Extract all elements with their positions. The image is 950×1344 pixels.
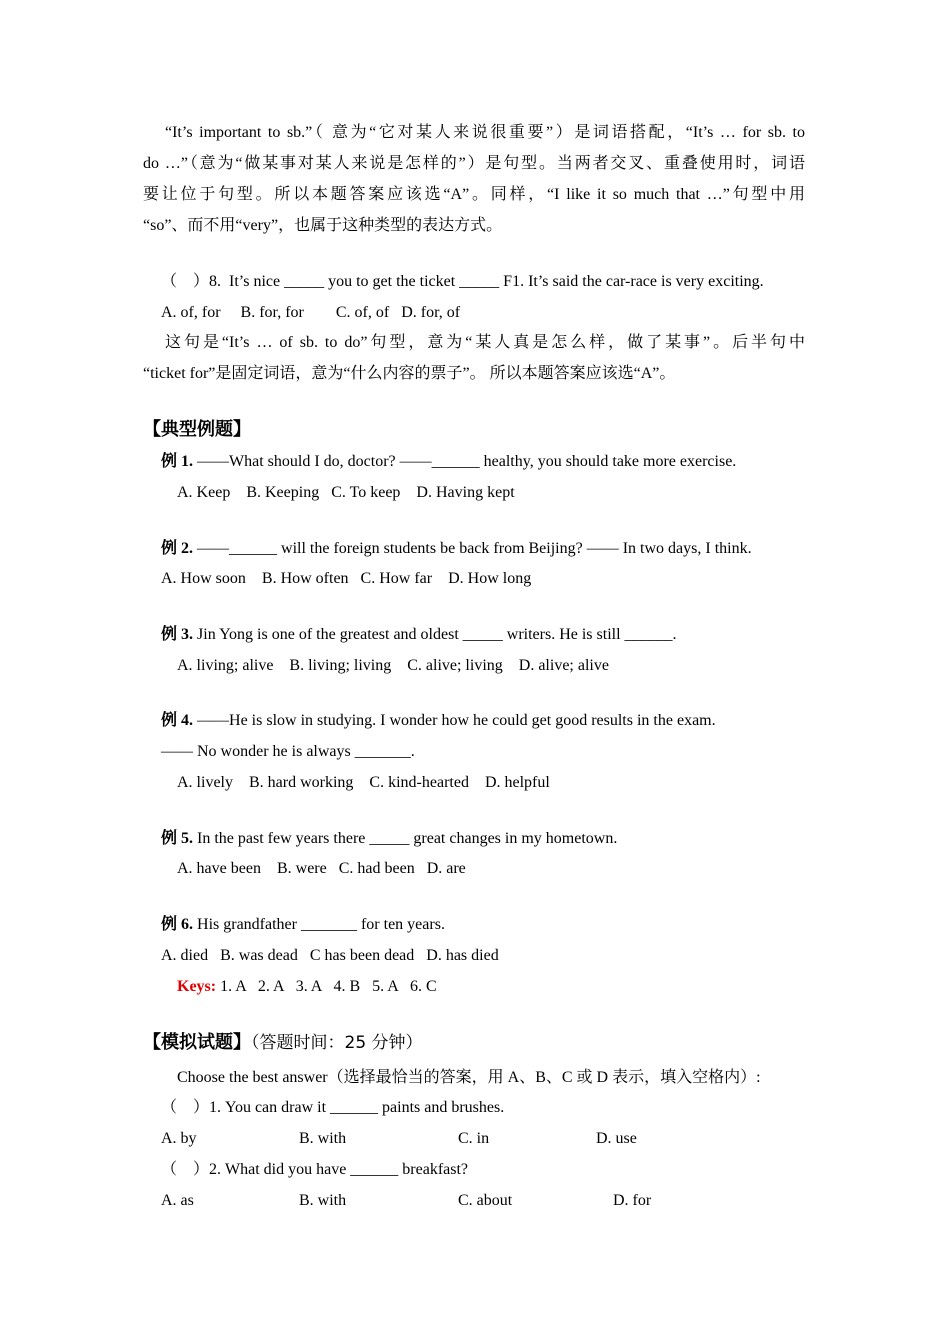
example-6 [161,915,445,935]
keys-label: Keys: [177,978,217,995]
example-stem: ——______ will the foreign students be back from Beijing? —— In two days, I think. [197,540,752,557]
mock-option: D. use [596,1130,637,1147]
example-stem: ——What should I do, doctor? ——______ healthy, you should take more exercise. [197,453,737,470]
example-label: 例 5. [161,830,194,847]
example-4-options: A. lively B. hard working C. kind-hearted D. helpful [177,774,550,791]
mock-time-note: （答题时间：25 分钟） [251,1033,423,1053]
mock-option: C. about [458,1192,513,1209]
example-6-options: A. died B. was dead C has been dead D. has died [161,947,499,964]
question-8-options: A. of, for B. for, for C. of, of D. for, of [161,304,461,321]
example-label: 例 2. [161,540,194,557]
example-label: 例 1. [161,453,194,470]
section-heading-mock [143,1033,423,1053]
example-stem: Jin Yong is one of the greatest and oldest _____ writers. He is still ______. [197,626,677,643]
example-5 [161,829,617,849]
example-label: 例 6. [161,916,194,933]
mock-option: A. by [161,1130,197,1147]
mock-option: D. for [613,1192,652,1209]
example-3-options: A. living; alive B. living; living C. alive; living D. alive; alive [177,657,609,674]
explanation-line: “It’s important to sb.”（ 意为“它对某人来说很重要”）是词语搭配，“It’s … for sb. to [165,124,805,141]
section-heading-examples: 【典型例题】 [143,419,251,440]
example-4-line-2: —— No wonder he is always _______. [161,743,415,760]
example-stem: His grandfather _______ for ten years. [197,916,445,933]
mock-option: B. with [299,1192,347,1209]
example-5-options: A. have been B. were C. had been D. are [177,860,466,877]
question-8-explanation: “ticket for”是固定词语，意为“什么内容的票子”。 所以本题答案应该选“A”。 [143,365,676,382]
question-8-stem: （ ）8. It’s nice _____ you to get the ticket _____ F1. It’s said the car-race is very exciting. [161,273,764,290]
mock-question-2-stem: （ ）2. What did you have ______ breakfast? [161,1161,469,1178]
example-stem: In the past few years there _____ great changes in my hometown. [197,830,618,847]
example-3 [161,625,677,645]
question-8-explanation: 这句是“It’s … of sb. to do”句型，意为“某人真是怎么样，做了某事”。后半句中 [165,334,805,351]
mock-heading: 【模拟试题】 [143,1032,251,1053]
mock-option: B. with [299,1130,347,1147]
example-2 [161,539,752,559]
mock-question-1-stem: （ ）1. You can draw it ______ paints and brushes. [161,1099,505,1116]
example-stem: ——He is slow in studying. I wonder how he could get good results in the exam. [197,712,716,729]
mock-option: A. as [161,1192,194,1209]
example-2-options: A. How soon B. How often C. How far D. How long [161,570,532,587]
explanation-line: do …”（意为“做某事对某人来说是怎样的”）是句型。当两者交叉、重叠使用时，词语 [143,155,805,172]
example-1-options: A. Keep B. Keeping C. To keep D. Having kept [177,484,515,501]
example-label: 例 3. [161,626,194,643]
explanation-line: 要让位于句型。所以本题答案应该选“A”。同样，“I like it so much that …”句型中用 [143,186,805,203]
answer-keys [177,977,437,997]
example-1 [161,452,736,472]
mock-instruction: Choose the best answer（选择最恰当的答案，用 A、B、C 或 D 表示，填入空格内）: [177,1069,761,1086]
keys-values: 1. A 2. A 3. A 4. B 5. A 6. C [216,978,437,995]
example-4 [161,711,716,731]
explanation-line: “so”、而不用“very”，也属于这种类型的表达方式。 [143,217,503,234]
example-label: 例 4. [161,712,194,729]
mock-option: C. in [458,1130,490,1147]
